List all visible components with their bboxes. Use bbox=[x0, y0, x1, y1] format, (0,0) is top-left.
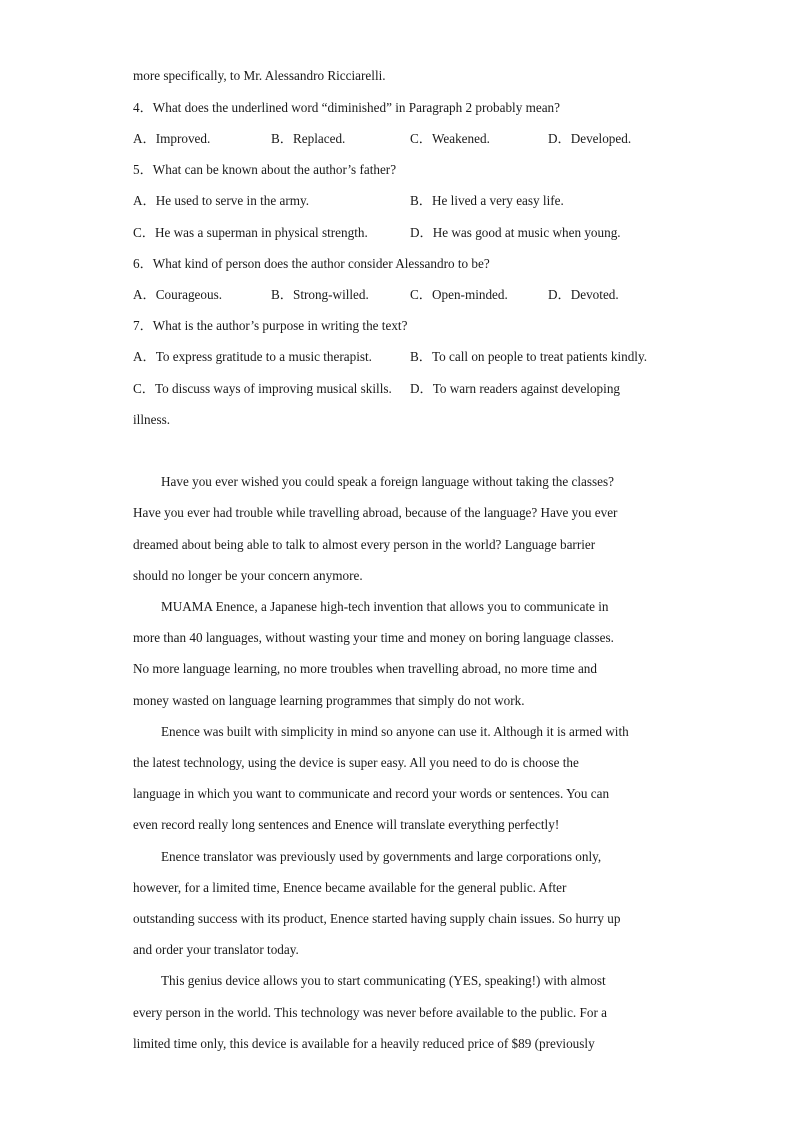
q5-option-d[interactable]: D．He was good at music when young. bbox=[410, 225, 621, 240]
question-5-stem: 5．What can be known about the author’s father? bbox=[133, 162, 397, 177]
q6-option-d[interactable]: D．Devoted. bbox=[548, 287, 619, 302]
paragraph-1-line-1: Have you ever wished you could speak a foreign language without taking the classes? bbox=[161, 474, 614, 489]
paragraph-1-line-4: should no longer be your concern anymore. bbox=[133, 568, 363, 583]
q4-option-a[interactable]: A．Improved. bbox=[133, 131, 211, 146]
paragraph-5-line-2: every person in the world. This technology was never before available to the public. For a bbox=[133, 1005, 607, 1020]
q7-option-d-continuation: illness. bbox=[133, 412, 170, 427]
q7-option-c[interactable]: C．To discuss ways of improving musical skills. bbox=[133, 381, 392, 396]
q5-option-a[interactable]: A．He used to serve in the army. bbox=[133, 193, 310, 208]
intro-line: more specifically, to Mr. Alessandro Ricciarelli. bbox=[133, 68, 386, 83]
q6-option-a[interactable]: A．Courageous. bbox=[133, 287, 223, 302]
q5-option-b[interactable]: B．He lived a very easy life. bbox=[410, 193, 564, 208]
q7-option-d[interactable]: D．To warn readers against developing bbox=[410, 381, 621, 396]
paragraph-3-line-4: even record really long sentences and Enence will translate everything perfectly! bbox=[133, 817, 560, 832]
paragraph-5-line-3: limited time only, this device is available for a heavily reduced price of $89 (previously bbox=[133, 1036, 595, 1051]
q7-option-a[interactable]: A．To express gratitude to a music therapist. bbox=[133, 349, 372, 364]
q5-option-c[interactable]: C．He was a superman in physical strength. bbox=[133, 225, 368, 240]
paragraph-2-line-3: No more language learning, no more troubles when travelling abroad, no more time and bbox=[133, 661, 597, 676]
q7-option-b[interactable]: B．To call on people to treat patients kindly. bbox=[410, 349, 648, 364]
paragraph-2-line-4: money wasted on language learning programmes that simply do not work. bbox=[133, 693, 525, 708]
paragraph-4-line-3: outstanding success with its product, Enence started having supply chain issues. So hurry up bbox=[133, 911, 621, 926]
paragraph-4-line-2: however, for a limited time, Enence became available for the general public. After bbox=[133, 880, 567, 895]
paragraph-1-line-2: Have you ever had trouble while travelling abroad, because of the language? Have you ever bbox=[133, 505, 618, 520]
paragraph-5-line-1: This genius device allows you to start communicating (YES, speaking!) with almost bbox=[161, 973, 606, 988]
question-6-stem: 6．What kind of person does the author consider Alessandro to be? bbox=[133, 256, 490, 271]
q4-option-b[interactable]: B．Replaced. bbox=[271, 131, 346, 146]
paragraph-3-line-1: Enence was built with simplicity in mind so anyone can use it. Although it is armed with bbox=[161, 724, 629, 739]
q6-option-b[interactable]: B．Strong-willed. bbox=[271, 287, 369, 302]
paragraph-3-line-2: the latest technology, using the device is super easy. All you need to do is choose the bbox=[133, 755, 579, 770]
question-4-stem: 4．What does the underlined word “diminished” in Paragraph 2 probably mean? bbox=[133, 100, 561, 115]
paragraph-3-line-3: language in which you want to communicate and record your words or sentences. You can bbox=[133, 786, 610, 801]
paragraph-1-line-3: dreamed about being able to talk to almost every person in the world? Language barrier bbox=[133, 537, 596, 552]
paragraph-2-line-1: MUAMA Enence, a Japanese high-tech invention that allows you to communicate in bbox=[161, 599, 609, 614]
paragraph-2-line-2: more than 40 languages, without wasting your time and money on boring language classes. bbox=[133, 630, 614, 645]
q4-option-c[interactable]: C．Weakened. bbox=[410, 131, 490, 146]
paragraph-4-line-1: Enence translator was previously used by governments and large corporations only, bbox=[161, 849, 602, 864]
q4-option-d[interactable]: D．Developed. bbox=[548, 131, 632, 146]
paragraph-4-line-4: and order your translator today. bbox=[133, 942, 299, 957]
question-7-stem: 7．What is the author’s purpose in writing the text? bbox=[133, 318, 408, 333]
q6-option-c[interactable]: C．Open-minded. bbox=[410, 287, 508, 302]
